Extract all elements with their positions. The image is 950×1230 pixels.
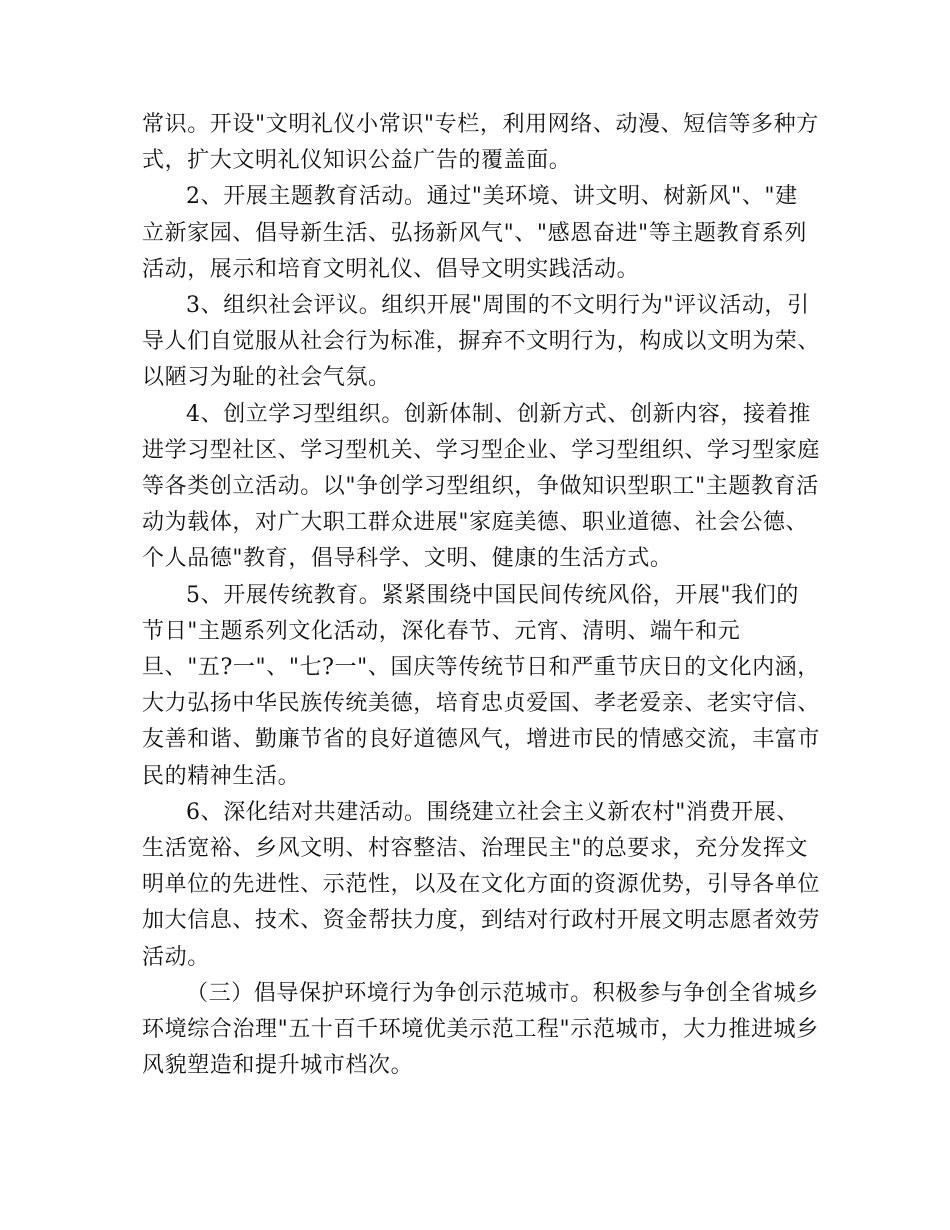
paragraph-theme-education: 2、开展主题教育活动。通过"美环境、讲文明、树新风"、"建立新家园、倡导新生活、弘扬新风气"、"感恩奋进"等主题教育系列活动，展示和培育文明礼仪、倡导文明实践活动。 — [142, 184, 807, 282]
paragraph-environment-protection: （三）倡导保护环境行为争创示范城市。积极参与争创全省城乡环境综合治理"五十百千环境优美示范工程"示范城市，大力推进城乡风貌塑造和提升城市档次。 — [142, 980, 819, 1079]
paragraph-learning-organization: 4、创立学习型组织。创新体制、创新方式、创新内容，接着推进学习型社区、学习型机关、学习型企业、学习型组织、学习型家庭等各类创立活动。以"争创学习型组织，争做知识型职工"主题教育活动为载体，对广大职工群众进展"家庭美德、职业道德、社会公德、个人品德"教育，倡导科学、文明、健康的生活方式。 — [142, 401, 821, 572]
paragraph-continuation: 常识。开设"文明礼仪小常识"专栏，利用网络、动漫、短信等多种方式，扩大文明礼仪知识公益广告的覆盖面。 — [142, 112, 819, 174]
paragraph-traditional-education: 5、开展传统教育。紧紧围绕中国民间传统风俗，开展"我们的节日"主题系列文化活动，深化春节、元宵、清明、端午和元旦、"五?一"、"七?一"、国庆等传统节日和严重节庆日的文化内涵，大力弘扬中华民族传统美德，培育忠贞爱国、孝老爱亲、老实守信、友善和谐、勤廉节省的良好道德风气，增进市民的情感交流，丰富市民的精神生活。 — [142, 582, 821, 789]
paragraph-social-review: 3、组织社会评议。组织开展"周围的不文明行为"评议活动，引导人们自觉服从社会行为标准，摒弃不文明行为，构成以文明为荣、以陋习为耻的社会气氛。 — [142, 293, 821, 391]
paragraph-pairing-cobuild: 6、深化结对共建活动。围绕建立社会主义新农村"消费开展、生活宽裕、乡风文明、村容整洁、治理民主"的总要求，充分发挥文明单位的先进性、示范性，以及在文化方面的资源优势，引导各单位加大信息、技术、资金帮扶力度，到结对行政村开展文明志愿者效劳活动。 — [142, 799, 821, 970]
